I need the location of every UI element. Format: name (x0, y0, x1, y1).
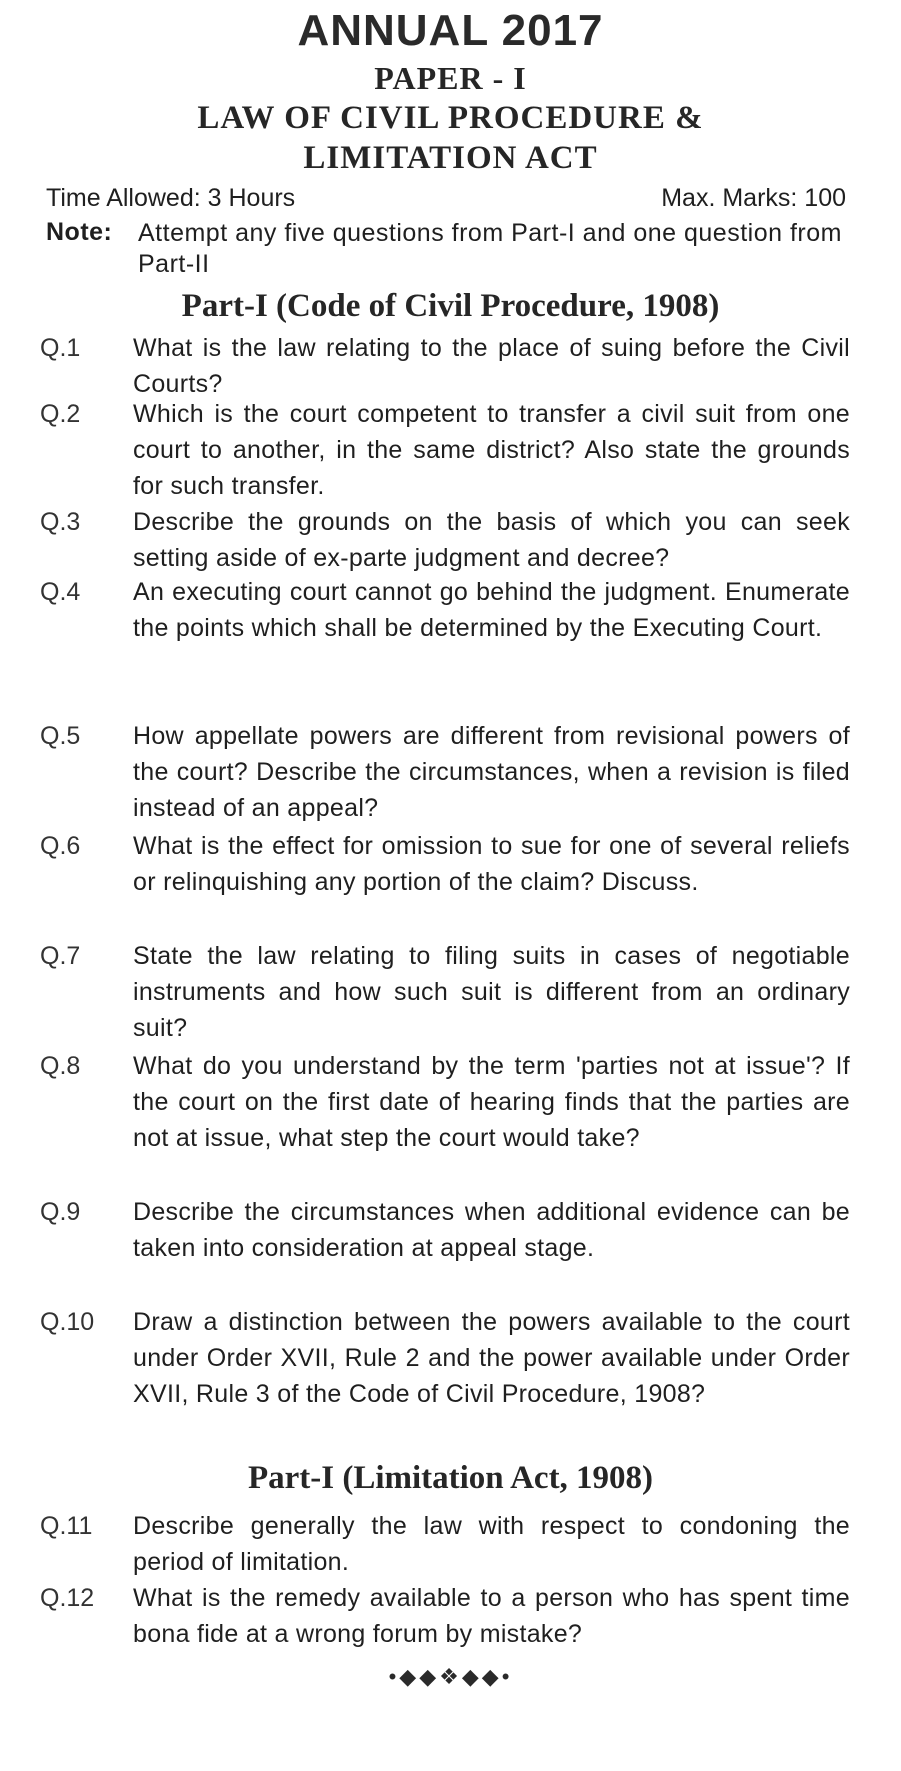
question-text: What is the remedy available to a person who has spent time bona fide at a wrong forum by mistake? (133, 1584, 850, 1648)
question-text: Describe the grounds on the basis of which you can seek setting aside of ex-parte judgment and decree? (133, 508, 850, 572)
question-number: Q.4 (40, 578, 81, 606)
question-number: Q.2 (40, 400, 81, 428)
time-allowed: Time Allowed: 3 Hours (46, 184, 296, 212)
instructions-note (46, 218, 846, 280)
question-number: Q.12 (40, 1584, 95, 1612)
question-item (40, 330, 850, 402)
subject-title-line1: LAW OF CIVIL PROCEDURE & (197, 100, 704, 136)
question-text: Describe the circumstances when additional evidence can be taken into consideration at appeal stage. (133, 1198, 850, 1262)
question-number: Q.10 (40, 1308, 95, 1336)
question-item (40, 574, 850, 646)
question-item (40, 1580, 850, 1652)
question-text: Which is the court competent to transfer a civil suit from one court to another, in the same district? Also state the grounds for such transfer. (133, 400, 850, 500)
question-text: How appellate powers are different from revisional powers of the court? Describe the circumstances, when a revision is filed instead of an appeal? (133, 722, 850, 822)
question-number: Q.3 (40, 508, 81, 536)
question-item (40, 718, 850, 826)
note-text: Attempt any five questions from Part-I and one question from Part-II (138, 219, 842, 278)
question-number: Q.6 (40, 832, 81, 860)
question-text: What do you understand by the term 'parties not at issue'? If the court on the first date of hearing finds that the parties are not at issue, what step the court would take? (133, 1052, 850, 1152)
question-text: State the law relating to filing suits in cases of negotiable instruments and how such suit is different from an ordinary suit? (133, 942, 850, 1042)
question-item (40, 504, 850, 576)
question-text: What is the law relating to the place of suing before the Civil Courts? (133, 334, 850, 398)
question-item (40, 396, 850, 504)
subject-title-line2: LIMITATION ACT (303, 140, 598, 176)
section-heading-limitation-act: Part-I (Limitation Act, 1908) (247, 1460, 654, 1496)
question-number: Q.11 (40, 1512, 93, 1540)
question-item (40, 938, 850, 1046)
paper-number: PAPER - I (374, 60, 527, 96)
exam-meta-row (46, 184, 846, 213)
question-text: Describe generally the law with respect to condoning the period of limitation. (133, 1512, 850, 1576)
question-number: Q.1 (40, 334, 81, 362)
exam-title: ANNUAL 2017 (297, 6, 604, 55)
question-item (40, 1508, 850, 1580)
question-item (40, 1194, 850, 1266)
max-marks: Max. Marks: 100 (661, 184, 846, 212)
question-text: Draw a distinction between the powers available to the court under Order XVII, Rule 2 and the power available under Order XVII, Rule 3 of the Code of Civil Procedure, 1908? (133, 1308, 850, 1408)
question-text: What is the effect for omission to sue for one of several reliefs or relinquishing any portion of the claim? Discuss. (133, 832, 850, 896)
question-item (40, 1048, 850, 1156)
section-heading-civil-procedure: Part-I (Code of Civil Procedure, 1908) (181, 288, 720, 324)
question-text: An executing court cannot go behind the judgment. Enumerate the points which shall be determined by the Executing Court. (133, 578, 850, 642)
question-item (40, 1304, 850, 1412)
end-ornament: •◆◆❖◆◆• (388, 1664, 513, 1689)
question-number: Q.9 (40, 1198, 81, 1226)
question-number: Q.7 (40, 942, 81, 970)
note-label: Note: (46, 218, 113, 246)
question-item (40, 828, 850, 900)
question-number: Q.8 (40, 1052, 81, 1080)
question-number: Q.5 (40, 722, 81, 750)
